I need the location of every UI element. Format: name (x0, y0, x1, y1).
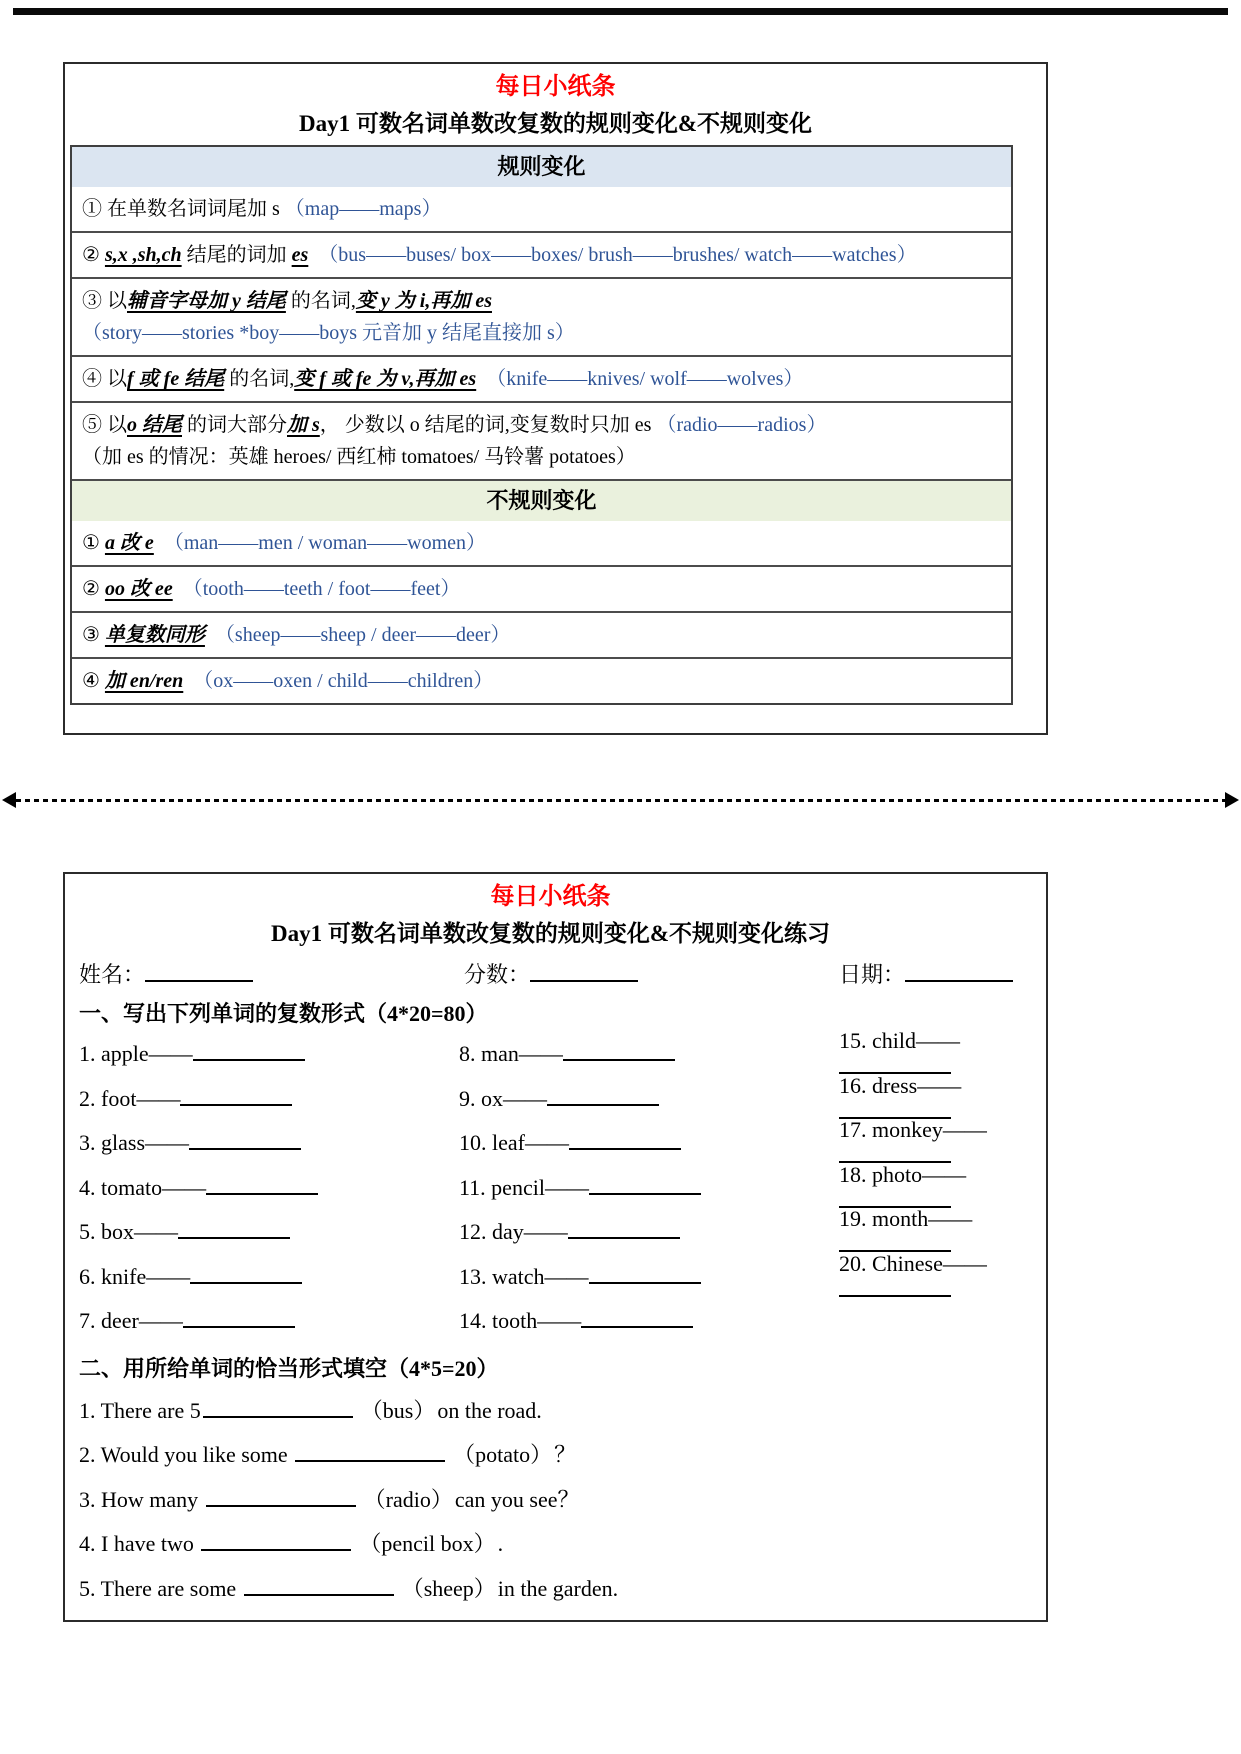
rule-row (72, 231, 1011, 277)
answer-blank (178, 1223, 290, 1239)
word-item (79, 1086, 459, 1112)
word-label: 8. man—— (459, 1041, 563, 1067)
cut-divider (2, 792, 1239, 808)
answer-blank (295, 1446, 445, 1462)
answer-blank (180, 1090, 292, 1106)
example-text: （radio——radios） (656, 413, 827, 436)
word-item (459, 1175, 839, 1201)
rule-text: ③ (82, 623, 105, 646)
header-fields-row (79, 958, 1022, 989)
word-item (79, 1308, 459, 1334)
dashed-line (16, 799, 1225, 802)
rule-line (82, 239, 1001, 271)
rule-text: ① (82, 531, 105, 554)
word-label: 12. day—— (459, 1219, 568, 1245)
word-label: 13. watch—— (459, 1263, 589, 1289)
answer-blank (206, 1179, 318, 1195)
word-item (459, 1130, 839, 1156)
rules-table (70, 145, 1013, 704)
sentence-end: on the road. (437, 1397, 542, 1423)
word-label: 9. ox—— (459, 1085, 547, 1111)
rule-text (154, 532, 164, 554)
word-label: 14. tooth—— (459, 1308, 582, 1334)
rule-key-text: es (291, 243, 309, 266)
score-field (464, 958, 839, 989)
rule-row (72, 521, 1011, 565)
rule-key-text: 变 y 为 i,再加 es (355, 289, 492, 312)
word-label: 17. monkey—— (839, 1117, 987, 1143)
rule-row (72, 187, 1011, 231)
answer-blank (905, 963, 1013, 982)
rule-text: ④ (82, 669, 105, 692)
field-label: 日期： (839, 962, 906, 988)
word-item (79, 1041, 459, 1067)
irregular-rules-list (72, 521, 1011, 703)
sentence-start: 4. I have two (79, 1531, 200, 1557)
answer-blank (183, 1312, 295, 1328)
answer-blank (193, 1045, 305, 1061)
rule-line (82, 193, 1001, 225)
example-text: （map——maps） (284, 197, 442, 220)
word-item (459, 1086, 839, 1112)
rule-text (183, 670, 193, 692)
rule-line (82, 441, 1001, 473)
regular-rules-list (72, 187, 1011, 479)
sentence-start: 3. How many (79, 1486, 204, 1512)
word-label: 3. glass—— (79, 1130, 189, 1156)
word-label: 18. photo—— (839, 1161, 967, 1187)
rule-row (72, 401, 1011, 479)
answer-blank (530, 963, 638, 982)
rule-text: ① 在单数名词词尾加 s (82, 197, 285, 220)
rule-text (173, 578, 183, 600)
rule-text: 结尾的词加 (181, 243, 292, 266)
word-label: 20. Chinese—— (839, 1250, 987, 1276)
fill-item (79, 1389, 1022, 1434)
word-hint: （potato） (453, 1442, 553, 1468)
answer-blank (547, 1090, 659, 1106)
rule-row (72, 611, 1011, 657)
answer-blank (189, 1134, 301, 1150)
rule-row (72, 657, 1011, 703)
answer-blank (568, 1223, 680, 1239)
page-top-rule (13, 8, 1228, 15)
rule-text (476, 368, 486, 390)
rule-key-text: 辅音字母加 y 结尾 (127, 289, 286, 312)
rule-key-text: 单复数同形 (104, 623, 205, 646)
example-text: （man——men / woman——women） (163, 531, 487, 554)
rules-card (63, 62, 1048, 735)
word-item (459, 1264, 839, 1290)
word-label: 19. month—— (839, 1206, 973, 1232)
word-item (79, 1175, 459, 1201)
date-field (839, 958, 1022, 989)
rule-line (82, 665, 1001, 697)
example-text: （bus——buses/ box——boxes/ brush——brushes/ watch——watches） (318, 243, 917, 266)
answer-blank (206, 1491, 356, 1507)
word-hint: （radio） (363, 1486, 453, 1512)
field-label: 分数： (464, 962, 531, 988)
rule-row (72, 355, 1011, 401)
word-label: 7. deer—— (79, 1308, 183, 1334)
practice-card (63, 872, 1048, 1622)
word-item (79, 1264, 459, 1290)
example-text: （story——stories *boy——boys 元音加 y 结尾直接加 s） (82, 321, 575, 344)
sentence-start: 2. Would you like some (79, 1442, 294, 1468)
sentence-end: . (497, 1531, 504, 1557)
regular-change-header: 规则变化 (72, 147, 1011, 187)
answer-blank (589, 1179, 701, 1195)
rule-row (72, 277, 1011, 355)
fill-item (79, 1522, 1022, 1567)
word-hint: （pencil box） (359, 1531, 496, 1557)
word-hint: （bus） (360, 1397, 436, 1423)
rule-line (82, 363, 1001, 395)
daily-note-title: 每日小纸条 (490, 884, 611, 910)
rule-text: 的名词, (224, 367, 295, 390)
sentence-end: ？ (554, 1442, 577, 1468)
rule-key-text: a 改 e (104, 531, 154, 554)
sentence-end: can you see？ (454, 1486, 580, 1512)
word-label: 15. child—— (839, 1028, 960, 1054)
fill-item (79, 1567, 1022, 1612)
rule-text: ⑤ 以 (82, 413, 127, 436)
word-item (459, 1041, 839, 1067)
section2-title: 二、用所给单词的恰当形式填空（4*5=20） (79, 1355, 499, 1381)
word-hint: （sheep） (401, 1575, 496, 1601)
rule-line (82, 573, 1001, 605)
word-item (459, 1308, 839, 1334)
field-label: 姓名： (79, 962, 146, 988)
irregular-change-header: 不规则变化 (72, 479, 1011, 521)
rule-line (82, 409, 1001, 441)
rule-line (82, 285, 1001, 317)
rule-key-text: 加 s (287, 413, 320, 436)
rule-key-text: oo 改 ee (104, 577, 173, 600)
answer-blank (589, 1268, 701, 1284)
example-text: （ox——oxen / child——children） (193, 669, 494, 692)
rule-key-text: s,x ,sh,ch (104, 243, 182, 266)
word-label: 16. dress—— (839, 1072, 962, 1098)
answer-blank (145, 963, 253, 982)
word-label: 4. tomato—— (79, 1174, 207, 1200)
rule-text: （加 es 的情况：英雄 heroes/ 西红柿 tomatoes/ 马铃薯 potatoes） (82, 445, 636, 468)
example-text: （sheep——sheep / deer——deer） (214, 623, 511, 646)
word-label: 1. apple—— (79, 1041, 193, 1067)
rule-line (82, 619, 1001, 651)
sentence-start: 5. There are some (79, 1575, 242, 1601)
day1-rules-title: Day1 可数名词单数改复数的规则变化&不规则变化 (298, 111, 813, 137)
word-label: 6. knife—— (79, 1263, 191, 1289)
rule-text: ④ 以 (82, 367, 127, 390)
rule-text: ② (82, 577, 105, 600)
word-label: 5. box—— (79, 1219, 178, 1245)
name-field (79, 958, 464, 989)
right-arrow-icon (1225, 792, 1239, 808)
rule-text (205, 624, 215, 646)
rule-text (308, 244, 318, 266)
fill-item (79, 1478, 1022, 1523)
rule-key-text: f 或 fe 结尾 (127, 367, 225, 390)
word-item (79, 1219, 459, 1245)
rule-text: 的词大部分 (182, 413, 287, 436)
daily-note-title: 每日小纸条 (495, 74, 616, 100)
fill-in-list (79, 1389, 1022, 1612)
example-text: （tooth——teeth / foot——feet） (182, 577, 461, 600)
word-item (459, 1219, 839, 1245)
answer-blank (203, 1402, 353, 1418)
word-label: 2. foot—— (79, 1085, 181, 1111)
sentence-end: in the garden. (497, 1575, 619, 1601)
rule-key-text: 变 f 或 fe 为 v,再加 es (294, 367, 477, 390)
word-items-grid (79, 1028, 1022, 1344)
rule-row (72, 565, 1011, 611)
section1-title: 一、写出下列单词的复数形式（4*20=80） (79, 1001, 488, 1027)
answer-blank (190, 1268, 302, 1284)
word-item (79, 1130, 459, 1156)
rule-line (82, 527, 1001, 559)
rule-key-text: o 结尾 (127, 413, 182, 436)
rule-key-text: 加 en/ren (104, 669, 184, 692)
answer-blank (563, 1045, 675, 1061)
rule-text: ② (82, 243, 105, 266)
rule-line (82, 317, 1001, 349)
sentence-start: 1. There are 5 (79, 1397, 201, 1423)
left-arrow-icon (2, 792, 16, 808)
word-label: 10. leaf—— (459, 1130, 569, 1156)
answer-blank (839, 1281, 951, 1297)
rule-text: ③ 以 (82, 289, 127, 312)
fill-item (79, 1433, 1022, 1478)
answer-blank (244, 1580, 394, 1596)
word-item (839, 1251, 1022, 1303)
word-label: 11. pencil—— (459, 1174, 589, 1200)
answer-blank (581, 1312, 693, 1328)
rule-text: 的名词, (285, 289, 356, 312)
day1-practice-title: Day1 可数名词单数改复数的规则变化&不规则变化练习 (270, 921, 831, 947)
answer-blank (569, 1134, 681, 1150)
answer-blank (201, 1535, 351, 1551)
rule-text: ， 少数以 o 结尾的词,变复数时只加 es (319, 413, 657, 436)
example-text: （knife——knives/ wolf——wolves） (486, 367, 804, 390)
